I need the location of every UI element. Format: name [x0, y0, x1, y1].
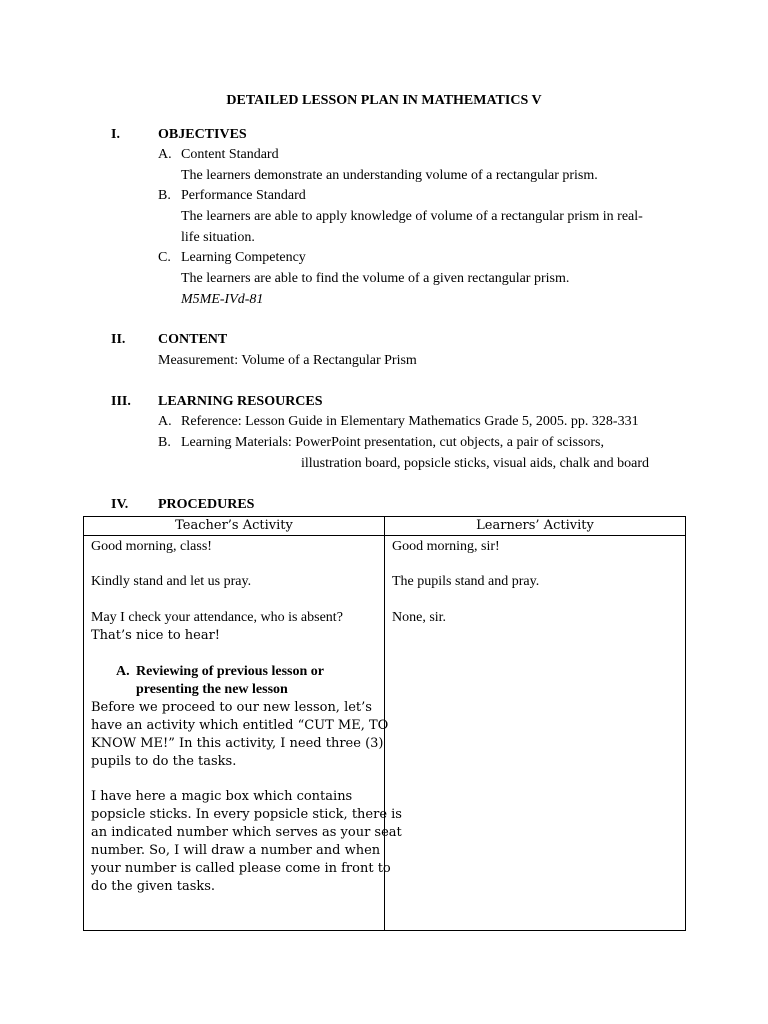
learners-activity-header: Learners’ Activity	[385, 517, 686, 536]
teacher-paragraph2-line3: an indicated number which serves as your seat	[91, 825, 402, 840]
procedures-table	[83, 516, 686, 931]
teacher-paragraph2-line2: popsicle sticks. In every popsicle stick, there is	[91, 807, 402, 822]
teacher-paragraph1-line2: have an activity which entitled “CUT ME, TO	[91, 718, 389, 733]
section-title-content: CONTENT	[158, 332, 228, 347]
teacher-paragraph2-line6: do the given tasks.	[91, 879, 216, 894]
procedure-a-heading-line2: presenting the new lesson	[136, 682, 288, 697]
section-numeral-procedures: IV.	[111, 497, 129, 512]
objective-c-label: Learning Competency	[181, 250, 306, 265]
table-header-row	[84, 517, 686, 536]
objective-b-letter: B.	[158, 188, 171, 203]
teacher-paragraph2-line4: number. So, I will draw a number and when	[91, 843, 381, 858]
objective-c-text: The learners are able to find the volume of a given rectangular prism.	[181, 271, 570, 286]
resource-b-text-line2: illustration board, popsicle sticks, visual aids, chalk and board	[301, 456, 649, 471]
objective-c-letter: C.	[158, 250, 171, 265]
resource-b-letter: B.	[158, 435, 171, 450]
teacher-activity-header: Teacher’s Activity	[84, 517, 385, 536]
teacher-activity-cell	[84, 536, 402, 931]
objective-a-text: The learners demonstrate an understanding volume of a rectangular prism.	[181, 168, 598, 183]
objective-b-text-line2: life situation.	[181, 230, 255, 245]
objective-a-letter: A.	[158, 147, 172, 162]
teacher-paragraph1-line1: Before we proceed to our new lesson, let’s	[91, 700, 372, 715]
learners-activity-cell	[385, 536, 686, 931]
objective-a-label: Content Standard	[181, 147, 279, 162]
document-title: DETAILED LESSON PLAN IN MATHEMATICS V	[226, 93, 542, 108]
teacher-paragraph2-line5: your number is called please come in front to	[91, 861, 391, 876]
teacher-paragraph1-line3: KNOW ME!” In this activity, I need three (3)	[91, 736, 384, 751]
learners-attendance: None, sir.	[392, 610, 447, 625]
teacher-greeting: Good morning, class!	[91, 539, 212, 554]
resource-b-text-line1: Learning Materials: PowerPoint presentation, cut objects, a pair of scissors,	[181, 435, 605, 450]
section-numeral-objectives: I.	[111, 127, 120, 142]
learners-prayer: The pupils stand and pray.	[392, 574, 540, 589]
teacher-paragraph1-line4: pupils to do the tasks.	[91, 754, 237, 769]
section-title-procedures: PROCEDURES	[158, 497, 255, 512]
teacher-attendance: May I check your attendance, who is absent?	[91, 610, 343, 625]
objective-b-label: Performance Standard	[181, 188, 306, 203]
learners-greeting: Good morning, sir!	[392, 539, 500, 554]
teacher-paragraph2-line1: I have here a magic box which contains	[91, 789, 353, 804]
procedure-a-heading-line1: Reviewing of previous lesson or	[136, 664, 324, 679]
resource-a-letter: A.	[158, 414, 172, 429]
objective-c-code: M5ME-IVd-81	[181, 292, 264, 307]
table-row	[84, 536, 686, 931]
objective-b-text-line1: The learners are able to apply knowledge of volume of a rectangular prism in real-	[181, 209, 643, 224]
section-numeral-content: II.	[111, 332, 126, 347]
section-title-resources: LEARNING RESOURCES	[158, 394, 323, 409]
teacher-prayer: Kindly stand and let us pray.	[91, 574, 252, 589]
section-title-objectives: OBJECTIVES	[158, 127, 247, 142]
content-text: Measurement: Volume of a Rectangular Prism	[158, 353, 417, 368]
procedure-a-letter: A.	[116, 664, 130, 679]
resource-a-text: Reference: Lesson Guide in Elementary Mathematics Grade 5, 2005. pp. 328-331	[181, 414, 639, 429]
section-numeral-resources: III.	[111, 394, 131, 409]
teacher-response: That’s nice to hear!	[91, 628, 221, 643]
